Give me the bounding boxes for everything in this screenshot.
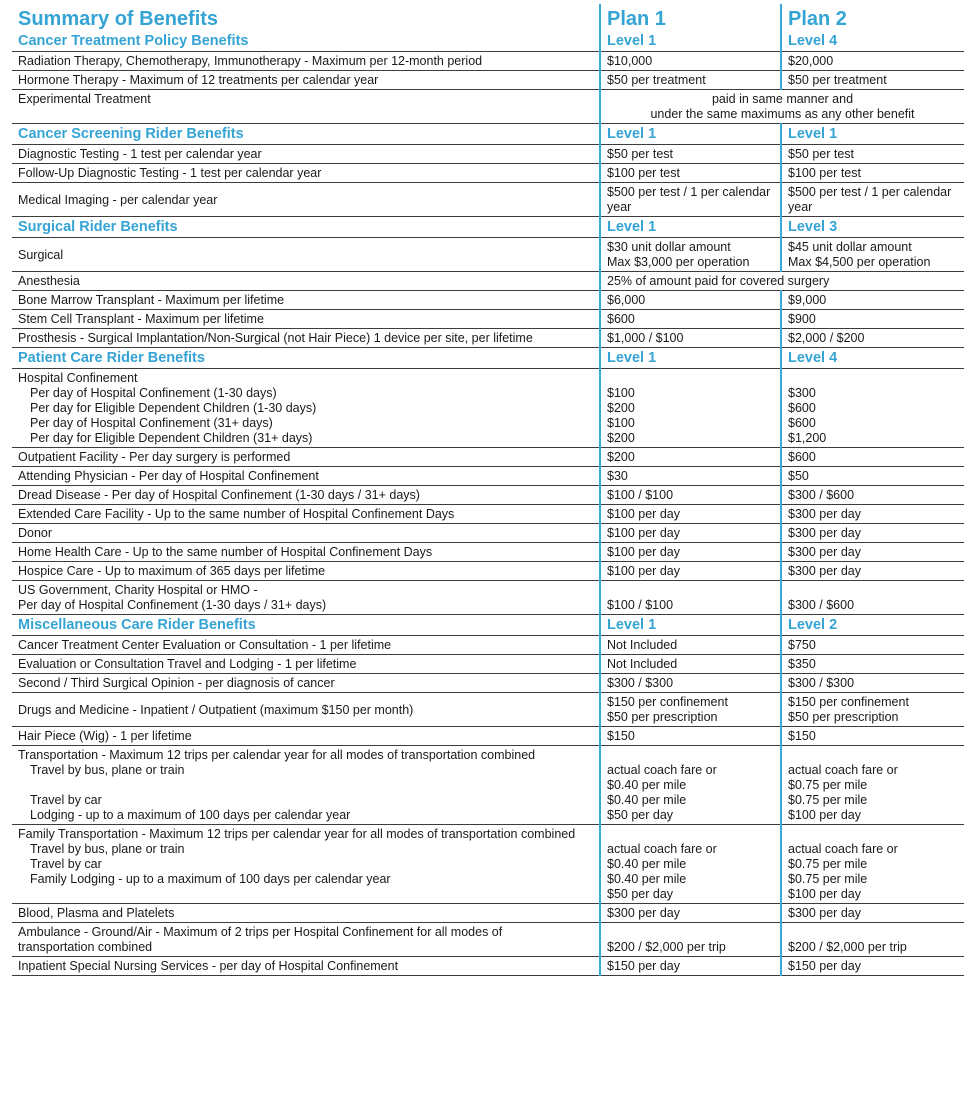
plan2-value <box>781 674 964 693</box>
benefit-label-line: Experimental Treatment <box>18 92 151 106</box>
benefit-label <box>12 581 600 615</box>
plan1-value-line: $500 per test / 1 per calendar <box>607 185 771 199</box>
plan2-value <box>781 957 964 976</box>
plan2-value <box>781 655 964 674</box>
table-title: Summary of Benefits <box>18 8 219 30</box>
plan1-value <box>600 164 781 183</box>
benefit-label-line: Transportation - Maximum 12 trips per calendar year for all modes of transportation combined <box>18 748 536 762</box>
plan2-value <box>781 505 964 524</box>
benefit-label-line: Hormone Therapy - Maximum of 12 treatments per calendar year <box>18 73 379 87</box>
plan1-value-line: $10,000 <box>607 54 653 68</box>
benefit-label-line: US Government, Charity Hospital or HMO - <box>18 583 258 597</box>
plan1-value-line: $50 per treatment <box>607 73 706 87</box>
plan1-value <box>600 693 781 727</box>
section-title: Miscellaneous Care Rider Benefits <box>12 615 600 636</box>
plan2-value-line: $45 unit dollar amount <box>788 240 912 254</box>
plan1-value-line: $30 <box>607 469 628 483</box>
benefit-label <box>12 329 600 348</box>
benefit-label-line: transportation combined <box>18 940 153 954</box>
table-row <box>12 164 964 183</box>
plan1-value-line: $100 <box>607 416 635 430</box>
plan1-value-spacer <box>607 583 774 598</box>
table-row <box>12 183 964 217</box>
plan2-value <box>781 746 964 825</box>
plan1-value-line: $100 per test <box>607 166 680 180</box>
plan2-value-line: $200 / $2,000 per trip <box>788 940 907 954</box>
plan1-value-line: $100 per day <box>607 526 680 540</box>
plan2-value-line: $300 per day <box>788 564 861 578</box>
plan2-value-spacer <box>788 748 958 763</box>
plan1-value-line: $200 <box>607 450 635 464</box>
plan2-value-line: actual coach fare or <box>788 763 898 777</box>
benefit-label <box>12 636 600 655</box>
plan1-value <box>600 52 781 71</box>
plan2-value-line: $1,200 <box>788 431 827 445</box>
plan1-value-spacer <box>607 748 774 763</box>
plan1-value-spacer <box>607 925 774 940</box>
table-row <box>12 71 964 90</box>
section-plan1-level: Level 1 <box>600 348 781 369</box>
benefit-label-line: Travel by car <box>30 793 102 807</box>
table-row <box>12 291 964 310</box>
plan1-value-line: $0.40 per mile <box>607 872 687 886</box>
plan2-value-line: year <box>788 200 813 214</box>
both-plans-value <box>600 90 964 124</box>
plan1-value <box>600 727 781 746</box>
benefit-label <box>12 825 600 904</box>
section-title: Surgical Rider Benefits <box>12 217 600 238</box>
plan2-value <box>781 825 964 904</box>
plan2-value <box>781 904 964 923</box>
plan1-value <box>600 71 781 90</box>
table-row <box>12 238 964 272</box>
plan1-value <box>600 310 781 329</box>
plan1-value-line: year <box>607 200 632 214</box>
benefits-table <box>12 4 964 976</box>
both-plans-value-line: under the same maximums as any other benefit <box>650 107 915 121</box>
plan2-value-line: $300 / $300 <box>788 676 855 690</box>
plan1-value-line: $100 per day <box>607 507 680 521</box>
benefit-label-line: Extended Care Facility - Up to the same number of Hospital Confinement Days <box>18 507 455 521</box>
benefit-label <box>12 674 600 693</box>
section-title: Cancer Treatment Policy Benefits <box>12 31 600 52</box>
plan2-value-line: $300 per day <box>788 545 861 559</box>
plan2-value <box>781 164 964 183</box>
benefit-label-line: Lodging - up to a maximum of 100 days per calendar year <box>30 808 351 822</box>
plan1-value-line: actual coach fare or <box>607 763 717 777</box>
benefit-label-line: Ambulance - Ground/Air - Maximum of 2 trips per Hospital Confinement for all modes of <box>18 925 503 939</box>
plan2-value <box>781 562 964 581</box>
plan2-value <box>781 693 964 727</box>
plan1-value-spacer <box>607 827 774 842</box>
table-row <box>12 145 964 164</box>
section-header-row <box>12 124 964 145</box>
table-row <box>12 923 964 957</box>
benefit-label <box>12 655 600 674</box>
table-row <box>12 310 964 329</box>
plan1-value-line: $6,000 <box>607 293 646 307</box>
plan2-value-line: $150 per confinement <box>788 695 909 709</box>
benefit-label-line: Family Transportation - Maximum 12 trips per calendar year for all modes of transportation combined <box>18 827 576 841</box>
plan2-value-line: $0.75 per mile <box>788 778 868 792</box>
plan1-value-line: $50 per test <box>607 147 674 161</box>
plan2-value <box>781 448 964 467</box>
plan1-value <box>600 145 781 164</box>
plan2-value <box>781 145 964 164</box>
plan2-value-line: $300 per day <box>788 526 861 540</box>
table-row <box>12 562 964 581</box>
plan2-value-line: $900 <box>788 312 816 326</box>
benefit-label <box>12 693 600 727</box>
benefit-label <box>12 90 600 124</box>
plan2-value <box>781 329 964 348</box>
plan2-value-line: $300 / $600 <box>788 598 855 612</box>
plan2-value-line: $300 per day <box>788 906 861 920</box>
benefit-label-line: Family Lodging - up to a maximum of 100 days per calendar year <box>30 872 391 886</box>
plan2-value-line: $750 <box>788 638 816 652</box>
plan2-value <box>781 238 964 272</box>
plan1-value-line: actual coach fare or <box>607 842 717 856</box>
plan2-value <box>781 636 964 655</box>
plan1-value <box>600 183 781 217</box>
section-plan2-level: Level 3 <box>781 217 964 238</box>
plan1-value-line: $100 per day <box>607 564 680 578</box>
table-row <box>12 90 964 124</box>
plan2-value-line: $150 per day <box>788 959 861 973</box>
plan2-value <box>781 71 964 90</box>
plan2-value <box>781 543 964 562</box>
section-header-row <box>12 348 964 369</box>
section-plan1-level: Level 1 <box>600 615 781 636</box>
table-row <box>12 904 964 923</box>
plan2-value-line: $300 / $600 <box>788 488 855 502</box>
benefit-label-line: Follow-Up Diagnostic Testing - 1 test per calendar year <box>18 166 322 180</box>
benefit-label <box>12 957 600 976</box>
plan1-value-line: Not Included <box>607 657 678 671</box>
benefit-label-line: Hospice Care - Up to maximum of 365 days per lifetime <box>18 564 326 578</box>
benefit-label <box>12 904 600 923</box>
plan1-value-line: $150 <box>607 729 635 743</box>
plan1-value-line: $200 / $2,000 per trip <box>607 940 726 954</box>
benefit-label-line: Attending Physician - Per day of Hospital Confinement <box>18 469 319 483</box>
plan1-value <box>600 505 781 524</box>
section-title: Cancer Screening Rider Benefits <box>12 124 600 145</box>
plan2-value-line: $50 <box>788 469 809 483</box>
both-plans-value <box>600 272 964 291</box>
plan2-value-line: $100 per day <box>788 887 861 901</box>
benefit-label-line: Evaluation or Consultation Travel and Lodging - 1 per lifetime <box>18 657 357 671</box>
plan1-value <box>600 581 781 615</box>
plan1-value <box>600 825 781 904</box>
plan2-value <box>781 923 964 957</box>
both-plans-value-line: paid in same manner and <box>711 92 854 106</box>
plan2-value <box>781 183 964 217</box>
benefit-label-line: Per day of Hospital Confinement (31+ days) <box>30 416 273 430</box>
benefit-label-line: Per day of Hospital Confinement (1-30 days / 31+ days) <box>18 598 327 612</box>
plan1-value-line: $100 per day <box>607 545 680 559</box>
benefit-label-line: Blood, Plasma and Platelets <box>18 906 175 920</box>
plan2-value-line: $150 <box>788 729 816 743</box>
table-row <box>12 693 964 727</box>
plan2-value-line: actual coach fare or <box>788 842 898 856</box>
plan2-value-spacer <box>788 583 958 598</box>
benefit-label <box>12 183 600 217</box>
benefit-label <box>12 291 600 310</box>
plan1-value-line: $0.40 per mile <box>607 778 687 792</box>
table-row <box>12 655 964 674</box>
section-plan1-level: Level 1 <box>600 217 781 238</box>
benefit-label-line: Medical Imaging - per calendar year <box>18 192 218 207</box>
section-plan2-level: Level 1 <box>781 124 964 145</box>
benefit-label <box>12 310 600 329</box>
section-header-row <box>12 615 964 636</box>
section-title: Patient Care Rider Benefits <box>12 348 600 369</box>
table-row <box>12 329 964 348</box>
plan1-value <box>600 957 781 976</box>
plan2-value-line: $100 per day <box>788 808 861 822</box>
plan1-value-line: $150 per confinement <box>607 695 728 709</box>
plan1-value-line: $200 <box>607 431 635 445</box>
section-header-row <box>12 217 964 238</box>
benefit-label <box>12 467 600 486</box>
table-row <box>12 674 964 693</box>
benefit-label-line: Home Health Care - Up to the same number of Hospital Confinement Days <box>18 545 433 559</box>
table-row <box>12 524 964 543</box>
benefit-label <box>12 238 600 272</box>
plan2-value-line: $100 per test <box>788 166 861 180</box>
table-row <box>12 448 964 467</box>
plan1-value-line: $50 per day <box>607 887 674 901</box>
plan1-value-line: $200 <box>607 401 635 415</box>
plan2-value <box>781 291 964 310</box>
plan1-value <box>600 524 781 543</box>
plan1-value <box>600 486 781 505</box>
benefit-label-line: Diagnostic Testing - 1 test per calendar year <box>18 147 262 161</box>
plan1-value <box>600 467 781 486</box>
table-row <box>12 825 964 904</box>
benefit-label-line: Travel by bus, plane or train <box>30 842 185 856</box>
table-row <box>12 746 964 825</box>
benefit-label <box>12 369 600 448</box>
benefit-label-line: Donor <box>18 526 53 540</box>
benefit-label-line: Hair Piece (Wig) - 1 per lifetime <box>18 729 192 743</box>
both-plans-value-line: 25% of amount paid for covered surgery <box>607 274 830 288</box>
plan1-value-line: $50 per day <box>607 808 674 822</box>
table-header-row <box>12 4 964 31</box>
section-plan2-level: Level 4 <box>781 348 964 369</box>
benefit-label <box>12 448 600 467</box>
table-row <box>12 467 964 486</box>
plan2-value-spacer <box>788 925 958 940</box>
table-row <box>12 543 964 562</box>
benefit-label-line: Travel by bus, plane or train <box>30 763 185 777</box>
plan1-value-line: $1,000 / $100 <box>607 331 684 345</box>
plan2-value <box>781 524 964 543</box>
plan2-value-line: $500 per test / 1 per calendar <box>788 185 952 199</box>
plan2-value-line: $2,000 / $200 <box>788 331 865 345</box>
plan2-value <box>781 369 964 448</box>
plan2-value <box>781 486 964 505</box>
plan1-header: Plan 1 <box>600 4 781 31</box>
plan2-value-line: $50 per treatment <box>788 73 887 87</box>
table-row <box>12 636 964 655</box>
benefit-label <box>12 145 600 164</box>
plan1-value-line: $600 <box>607 312 635 326</box>
benefit-label-line: Inpatient Special Nursing Services - per day of Hospital Confinement <box>18 959 399 973</box>
benefit-label <box>12 923 600 957</box>
plan2-value-line: $350 <box>788 657 816 671</box>
plan1-value <box>600 238 781 272</box>
plan2-value <box>781 467 964 486</box>
section-header-row <box>12 31 964 52</box>
table-row <box>12 957 964 976</box>
plan2-value-line: $600 <box>788 450 816 464</box>
plan2-value-line: $600 <box>788 416 816 430</box>
plan1-value <box>600 448 781 467</box>
plan1-value <box>600 329 781 348</box>
plan2-header: Plan 2 <box>781 4 964 31</box>
benefit-label-line: Dread Disease - Per day of Hospital Confinement (1-30 days / 31+ days) <box>18 488 420 502</box>
benefit-label <box>12 71 600 90</box>
plan2-value-line: $0.75 per mile <box>788 793 868 807</box>
benefit-label-line: Radiation Therapy, Chemotherapy, Immunotherapy - Maximum per 12-month period <box>18 54 483 68</box>
plan1-value <box>600 543 781 562</box>
benefits-table-body <box>12 4 964 976</box>
benefit-label-line: Per day for Eligible Dependent Children (31+ days) <box>30 431 313 445</box>
table-row <box>12 369 964 448</box>
benefit-label-line: Per day for Eligible Dependent Children (1-30 days) <box>30 401 317 415</box>
plan1-value <box>600 923 781 957</box>
benefit-label <box>12 727 600 746</box>
plan2-value <box>781 727 964 746</box>
benefit-label-line: Drugs and Medicine - Inpatient / Outpatient (maximum $150 per month) <box>18 702 414 717</box>
plan2-value <box>781 310 964 329</box>
table-row <box>12 272 964 291</box>
plan1-value-line: $50 per prescription <box>607 710 718 724</box>
plan2-value-line: $300 per day <box>788 507 861 521</box>
plan2-value-line: Max $4,500 per operation <box>788 255 931 269</box>
plan1-value-line: $150 per day <box>607 959 680 973</box>
benefit-label-line: Hospital Confinement <box>18 371 138 385</box>
table-row <box>12 52 964 71</box>
benefit-label-line: Surgical <box>18 247 64 262</box>
plan1-value-line: $300 per day <box>607 906 680 920</box>
benefit-label <box>12 524 600 543</box>
plan2-value-line: $600 <box>788 401 816 415</box>
benefit-label-line: Prosthesis - Surgical Implantation/Non-Surgical (not Hair Piece) 1 device per site, per lifetime <box>18 331 533 345</box>
plan1-value <box>600 746 781 825</box>
benefit-label <box>12 505 600 524</box>
table-row <box>12 486 964 505</box>
benefit-label-line: Stem Cell Transplant - Maximum per lifetime <box>18 312 264 326</box>
benefit-label <box>12 272 600 291</box>
plan1-value <box>600 674 781 693</box>
benefit-label-spacer <box>18 778 593 793</box>
benefit-label-line: Cancer Treatment Center Evaluation or Consultation - 1 per lifetime <box>18 638 392 652</box>
benefit-label-line: Travel by car <box>30 857 102 871</box>
benefit-label-line: Bone Marrow Transplant - Maximum per lifetime <box>18 293 285 307</box>
plan1-value <box>600 291 781 310</box>
plan1-value-line: $300 / $300 <box>607 676 674 690</box>
section-plan2-level: Level 2 <box>781 615 964 636</box>
table-row <box>12 727 964 746</box>
benefit-label-line: Anesthesia <box>18 274 80 288</box>
plan2-value-line: $20,000 <box>788 54 834 68</box>
plan1-value-line: $30 unit dollar amount <box>607 240 731 254</box>
section-plan2-level: Level 4 <box>781 31 964 52</box>
plan1-value-line: $0.40 per mile <box>607 857 687 871</box>
plan1-value <box>600 904 781 923</box>
plan2-value-line: $9,000 <box>788 293 827 307</box>
plan1-value-line: Not Included <box>607 638 678 652</box>
benefit-label-spacer <box>18 887 593 902</box>
plan1-value <box>600 562 781 581</box>
benefit-label <box>12 562 600 581</box>
table-row <box>12 581 964 615</box>
plan2-value-line: $300 <box>788 386 816 400</box>
benefit-label <box>12 164 600 183</box>
plan2-value-spacer <box>788 371 958 386</box>
plan1-value-line: $0.40 per mile <box>607 793 687 807</box>
plan2-value-line: $50 per prescription <box>788 710 899 724</box>
benefit-label-line: Per day of Hospital Confinement (1-30 days) <box>30 386 277 400</box>
plan1-value <box>600 655 781 674</box>
benefit-label <box>12 543 600 562</box>
plan1-value-line: $100 / $100 <box>607 598 674 612</box>
benefit-label <box>12 746 600 825</box>
plan1-value-spacer <box>607 371 774 386</box>
plan2-value-line: $50 per test <box>788 147 855 161</box>
plan1-value-line: $100 / $100 <box>607 488 674 502</box>
plan1-value-line: Max $3,000 per operation <box>607 255 750 269</box>
benefit-label-line: Second / Third Surgical Opinion - per diagnosis of cancer <box>18 676 335 690</box>
section-plan1-level: Level 1 <box>600 31 781 52</box>
benefit-label <box>12 52 600 71</box>
benefit-label <box>12 486 600 505</box>
plan2-value-line: $0.75 per mile <box>788 872 868 886</box>
section-plan1-level: Level 1 <box>600 124 781 145</box>
plan1-value <box>600 369 781 448</box>
plan2-value-line: $0.75 per mile <box>788 857 868 871</box>
plan2-value <box>781 52 964 71</box>
plan1-value-line: $100 <box>607 386 635 400</box>
benefit-label-line: Outpatient Facility - Per day surgery is performed <box>18 450 291 464</box>
plan1-value <box>600 636 781 655</box>
plan2-value-spacer <box>788 827 958 842</box>
table-row <box>12 505 964 524</box>
plan2-value <box>781 581 964 615</box>
